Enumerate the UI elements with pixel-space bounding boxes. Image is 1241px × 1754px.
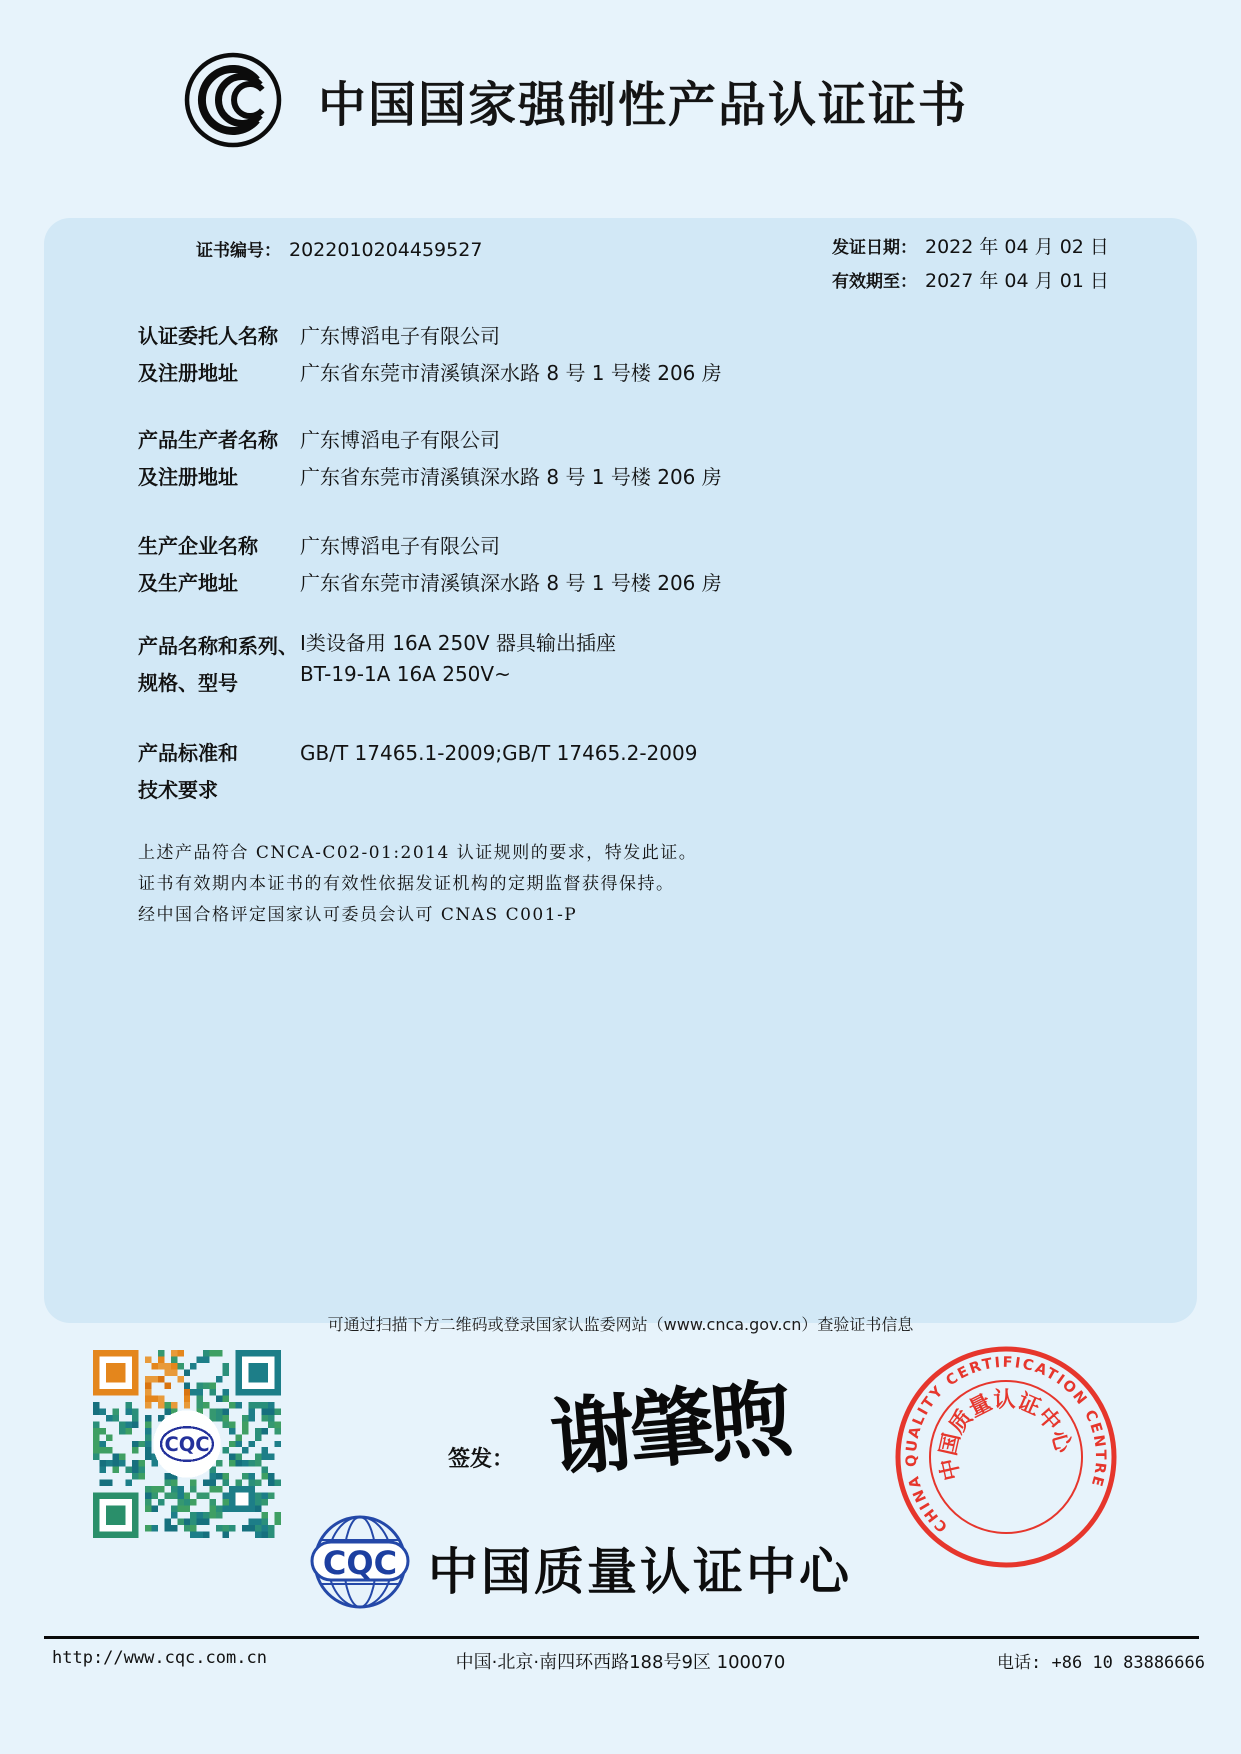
field-value — [300, 628, 616, 690]
expiry-date-label: 有效期至： — [832, 272, 917, 292]
text-line: BT-19-1A 16A 250V~ — [300, 662, 511, 686]
ccc-mark-icon — [183, 50, 283, 150]
field-value — [300, 528, 722, 602]
field-manufacturer — [0, 528, 1241, 608]
expiry-date-value: 2027 年 04 月 01 日 — [925, 270, 1109, 292]
text-line: 广东省东莞市清溪镇深水路 8 号 1 号楼 206 房 — [300, 465, 722, 489]
field-label — [138, 318, 278, 392]
text-line: 认证委托人名称 — [138, 324, 278, 348]
certificate-number-row — [196, 236, 482, 261]
footer-website: http://www.cqc.com.cn — [52, 1648, 267, 1668]
footer-address: 中国·北京·南四环西路188号9区 100070 — [455, 1652, 786, 1673]
footer-phone: 电话: +86 10 83886666 — [997, 1653, 1205, 1673]
text-line: 广东博滔电子有限公司 — [300, 324, 500, 348]
text-line: 产品标准和 — [138, 741, 238, 765]
text-line: GB/T 17465.1-2009;GB/T 17465.2-2009 — [300, 741, 698, 765]
svg-text:CQC: CQC — [164, 1433, 210, 1457]
signed-by-label: 签发： — [448, 1446, 515, 1472]
text-line: 广东省东莞市清溪镇深水路 8 号 1 号楼 206 房 — [300, 361, 722, 385]
signature-handwriting — [520, 1358, 820, 1508]
text-line: 广东博滔电子有限公司 — [300, 428, 500, 452]
certification-statement — [138, 838, 697, 931]
text-line: 经中国合格评定国家认可委员会认可 CNAS C001-P — [138, 905, 578, 925]
text-line: 及生产地址 — [138, 571, 238, 595]
text-line: 广东博滔电子有限公司 — [300, 534, 500, 558]
field-label — [138, 528, 258, 602]
field-product-name-model — [0, 628, 1241, 708]
svg-text:谢肇煦: 谢肇煦 — [546, 1369, 792, 1489]
text-line: 证书有效期内本证书的有效性依据发证机构的定期监督获得保持。 — [138, 874, 675, 894]
text-line: 上述产品符合 CNCA-C02-01:2014 认证规则的要求，特发此证。 — [138, 843, 698, 863]
field-label — [138, 422, 278, 496]
text-line: 技术要求 — [138, 778, 218, 802]
svg-text:CHINA QUALITY CERTIFICATION CE — [886, 1337, 1120, 1539]
field-applicant — [0, 318, 1241, 398]
field-label — [138, 628, 298, 702]
text-line: 生产企业名称 — [138, 534, 258, 558]
issue-date-value: 2022 年 04 月 02 日 — [925, 236, 1109, 258]
text-line: 广东省东莞市清溪镇深水路 8 号 1 号楼 206 房 — [300, 571, 722, 595]
text-line: 及注册地址 — [138, 465, 238, 489]
field-value — [300, 422, 722, 496]
text-line: 规格、型号 — [138, 671, 238, 695]
certificate-number-value: 2022010204459527 — [289, 239, 483, 261]
org-name: 中国质量认证中心 — [428, 1543, 852, 1601]
field-value — [300, 318, 722, 392]
field-standards — [0, 735, 1241, 815]
cqc-logo-text: CQC — [322, 1544, 398, 1582]
field-value — [300, 735, 697, 772]
text-line: Ⅰ类设备用 16A 250V 器具输出插座 — [300, 631, 616, 655]
text-line: 产品生产者名称 — [138, 428, 278, 452]
qr-code — [93, 1350, 281, 1538]
issue-date-label: 发证日期： — [832, 238, 917, 258]
stamp-ring-text: CHINA QUALITY CERTIFICATION CENTRE — [903, 1354, 1109, 1535]
footer-divider — [44, 1636, 1199, 1639]
page-title: 中国国家强制性产品认证证书 — [318, 77, 969, 133]
field-label — [138, 735, 238, 809]
cqc-red-stamp — [886, 1337, 1126, 1577]
text-line: 及注册地址 — [138, 361, 238, 385]
issue-date-row — [832, 232, 1109, 259]
certificate-number-label: 证书编号： — [196, 241, 281, 261]
text-line: 产品名称和系列、 — [138, 634, 298, 658]
field-producer — [0, 422, 1241, 502]
cqc-globe-icon — [310, 1512, 410, 1612]
stamp-center-text: 中国质量认证中心 — [936, 1387, 1076, 1483]
verify-note: 可通过扫描下方二维码或登录国家认监委网站（www.cnca.gov.cn）查验证书信息 — [327, 1315, 914, 1334]
expiry-date-row — [832, 266, 1109, 293]
